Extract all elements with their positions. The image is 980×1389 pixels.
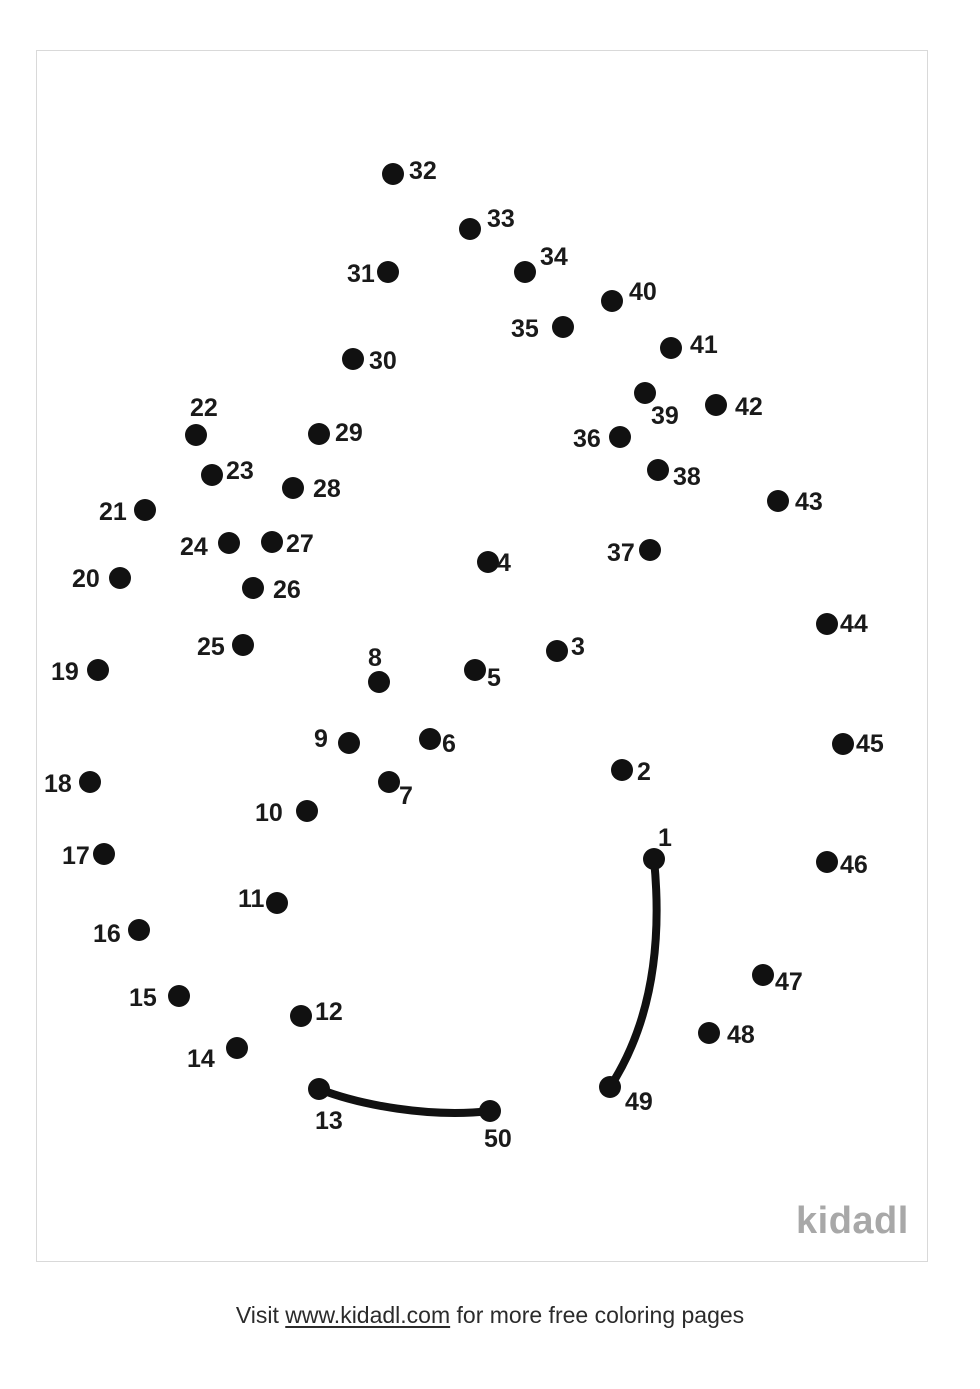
dot-40 (601, 290, 623, 312)
dot-26 (242, 577, 264, 599)
dots-layer (44, 157, 884, 1153)
dot-25 (232, 634, 254, 656)
dot-30 (342, 348, 364, 370)
footer-text (0, 1302, 980, 1329)
dot-label-1: 1 (658, 824, 672, 852)
dot-label-3: 3 (571, 633, 585, 661)
dot-9 (338, 732, 360, 754)
dot-45 (832, 733, 854, 755)
dot-46 (816, 851, 838, 873)
dot-label-20: 20 (72, 565, 100, 593)
dot-label-21: 21 (99, 498, 127, 526)
dot-17 (93, 843, 115, 865)
dot-36 (609, 426, 631, 448)
dot-13 (308, 1078, 330, 1100)
dot-label-19: 19 (51, 658, 79, 686)
dot-48 (698, 1022, 720, 1044)
dot-label-15: 15 (129, 984, 157, 1012)
dot-10 (296, 800, 318, 822)
dot-label-41: 41 (690, 331, 718, 359)
dot-19 (87, 659, 109, 681)
dot-label-13: 13 (315, 1107, 343, 1135)
dot-41 (660, 337, 682, 359)
dot-38 (647, 459, 669, 481)
dot-8 (368, 671, 390, 693)
dot-label-48: 48 (727, 1021, 755, 1049)
dot-label-8: 8 (368, 644, 382, 672)
dot-20 (109, 567, 131, 589)
dot-4 (477, 551, 499, 573)
dot-16 (128, 919, 150, 941)
dot-label-5: 5 (487, 664, 501, 692)
dot-3 (546, 640, 568, 662)
dot-label-43: 43 (795, 488, 823, 516)
dot-label-32: 32 (409, 157, 437, 185)
dot-label-10: 10 (255, 799, 283, 827)
dot-24 (218, 532, 240, 554)
dot-49 (599, 1076, 621, 1098)
dot-43 (767, 490, 789, 512)
dot-7 (378, 771, 400, 793)
dot-23 (201, 464, 223, 486)
dot-5 (464, 659, 486, 681)
dot-label-16: 16 (93, 920, 121, 948)
dot-label-25: 25 (197, 633, 225, 661)
dot-label-36: 36 (573, 425, 601, 453)
dot-label-39: 39 (651, 402, 679, 430)
dot-2 (611, 759, 633, 781)
dot-14 (226, 1037, 248, 1059)
prefilled-line-13-50 (319, 1089, 490, 1113)
dot-label-49: 49 (625, 1088, 653, 1116)
dot-39 (634, 382, 656, 404)
dot-label-22: 22 (190, 394, 218, 422)
dot-label-34: 34 (540, 243, 568, 271)
dot-label-23: 23 (226, 457, 254, 485)
footer-link[interactable]: www.kidadl.com (285, 1302, 451, 1328)
dot-label-50: 50 (484, 1125, 512, 1153)
dot-34 (514, 261, 536, 283)
dot-15 (168, 985, 190, 1007)
kidadl-logo: kidadl (796, 1200, 909, 1242)
dot-label-14: 14 (187, 1045, 215, 1073)
dot-37 (639, 539, 661, 561)
footer-prefix: Visit (235, 1302, 279, 1328)
dot-6 (419, 728, 441, 750)
dot-22 (185, 424, 207, 446)
dot-label-9: 9 (314, 725, 328, 753)
dot-18 (79, 771, 101, 793)
dot-label-24: 24 (180, 533, 208, 561)
prefilled-line-1-49 (610, 859, 657, 1087)
dot-label-47: 47 (775, 968, 803, 996)
dot-label-7: 7 (399, 782, 413, 810)
dot-42 (705, 394, 727, 416)
dot-label-46: 46 (840, 851, 868, 879)
dot-44 (816, 613, 838, 635)
dot-label-18: 18 (44, 770, 72, 798)
dot-label-45: 45 (856, 730, 884, 758)
dot-label-33: 33 (487, 205, 515, 233)
dot-label-4: 4 (497, 549, 511, 577)
dot-label-44: 44 (840, 610, 868, 638)
dot-label-30: 30 (369, 347, 397, 375)
dot-label-26: 26 (273, 576, 301, 604)
dot-50 (479, 1100, 501, 1122)
dot-27 (261, 531, 283, 553)
dot-31 (377, 261, 399, 283)
dot-29 (308, 423, 330, 445)
dot-label-37: 37 (607, 539, 635, 567)
dot-label-27: 27 (286, 530, 314, 558)
dot-28 (282, 477, 304, 499)
dot-label-28: 28 (313, 475, 341, 503)
dot-label-42: 42 (735, 393, 763, 421)
dot-label-17: 17 (62, 842, 90, 870)
dot-label-6: 6 (442, 730, 456, 758)
dot-label-38: 38 (673, 463, 701, 491)
dot-label-2: 2 (637, 758, 651, 786)
dot-label-35: 35 (511, 315, 539, 343)
dot-label-31: 31 (347, 260, 375, 288)
footer-suffix: for more free coloring pages (456, 1302, 745, 1328)
dot-label-12: 12 (315, 998, 343, 1026)
dot-33 (459, 218, 481, 240)
dot-label-40: 40 (629, 278, 657, 306)
dot-11 (266, 892, 288, 914)
dot-12 (290, 1005, 312, 1027)
dot-label-29: 29 (335, 419, 363, 447)
dot-21 (134, 499, 156, 521)
dot-label-11: 11 (238, 885, 265, 913)
dot-47 (752, 964, 774, 986)
dot-35 (552, 316, 574, 338)
dot-32 (382, 163, 404, 185)
